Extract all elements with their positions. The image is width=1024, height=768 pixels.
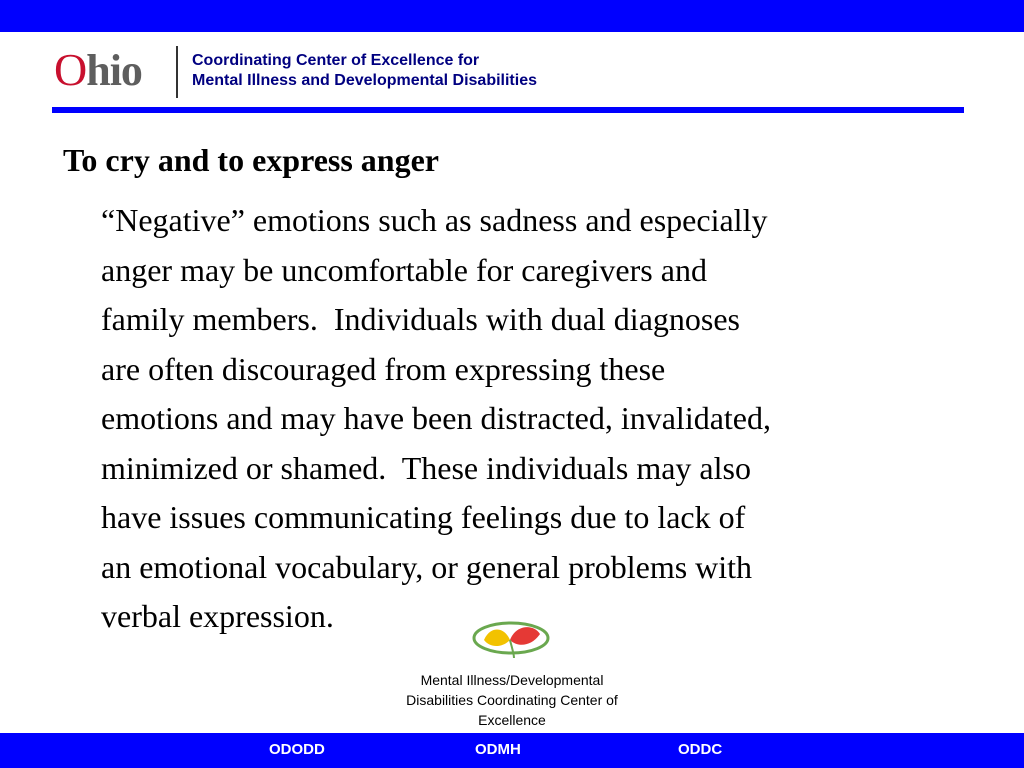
org-title [192,51,537,91]
body-line: are often discouraged from expressing these [101,350,666,387]
ohio-logo-rest: hio [86,46,142,95]
caption-line: Excellence [478,712,546,728]
body-line: family members. Individuals with dual diagnoses [101,301,740,337]
header-rule [52,107,964,113]
footer-item-ododd: ODODD [269,741,325,758]
center-logo-caption [362,670,662,730]
header [0,32,1024,112]
body-line: emotions and may have been distracted, invalidated, [101,400,771,436]
slide-body [101,196,1001,642]
body-line: minimized or shamed. These individuals may also [101,449,751,486]
top-blue-bar [0,0,1024,32]
org-title-line-1: Coordinating Center of Excellence for [192,52,480,69]
leaf-emblem-icon [470,618,552,662]
footer-item-oddc: ODDC [678,741,723,758]
ohio-logo [54,46,142,95]
slide-heading: To cry and to express anger [63,142,439,178]
org-title-line-2: Mental Illness and Developmental Disabilities [192,72,537,89]
footer-item-odmh: ODMH [475,741,521,758]
logo-divider [176,46,178,98]
body-line: have issues communicating feelings due to lack of [101,499,746,535]
caption-line: Mental Illness/Developmental [420,672,604,688]
ohio-logo-o: O [54,44,87,95]
body-line: “Negative” emotions such as sadness and especially [101,202,768,238]
body-line: verbal expression. [101,598,334,634]
caption-line: Disabilities Coordinating Center of [406,692,618,708]
body-line: anger may be uncomfortable for caregivers and [101,251,707,288]
body-line: an emotional vocabulary, or general problems with [101,548,753,585]
